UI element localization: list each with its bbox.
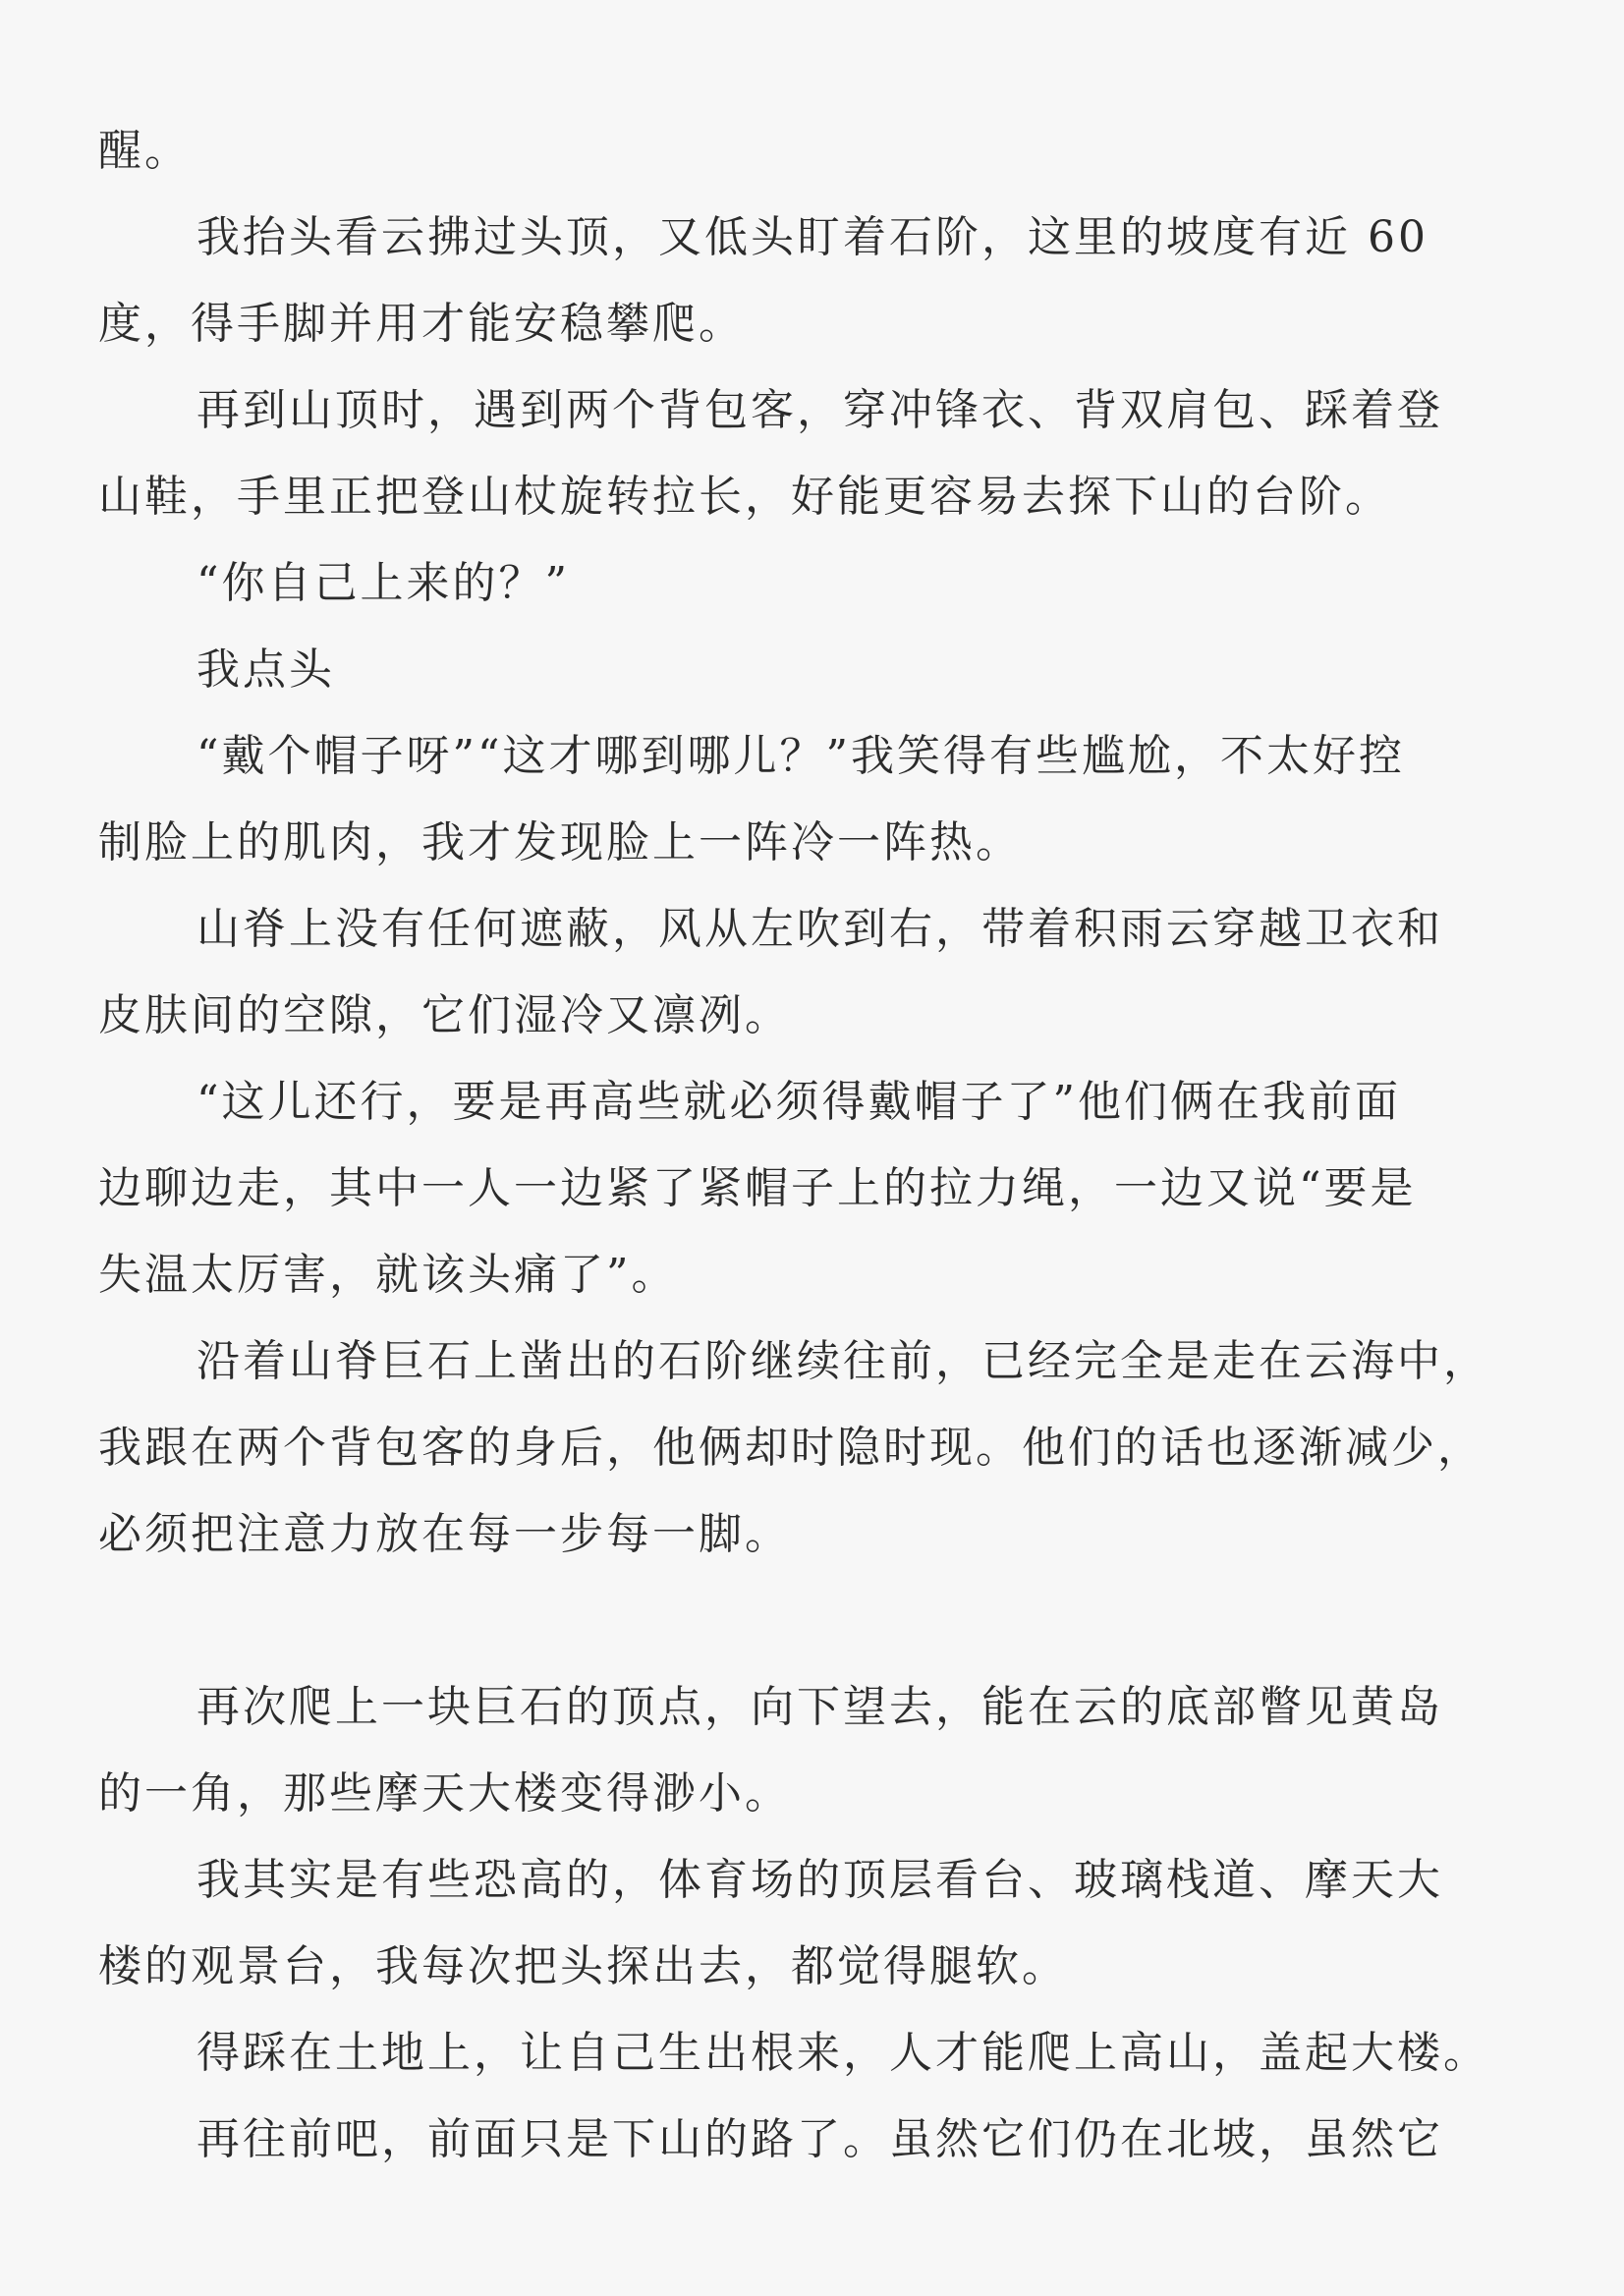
text-line: 边聊边走，其中一人一边紧了紧帽子上的拉力绳，一边又说“要是 (98, 1163, 1417, 1213)
text-line: 再往前吧，前面只是下山的路了。虽然它们仍在北坡，虽然它 (196, 2114, 1443, 2164)
text-line: “戴个帽子呀”“这才哪到哪儿？”我笑得有些尴尬，不太好控 (196, 731, 1405, 781)
text-line: 得踩在土地上，让自己生出根来，人才能爬上高山，盖起大楼。 (196, 2028, 1489, 2078)
text-line: “这儿还行，要是再高些就必须得戴帽子了”他们俩在我前面 (196, 1077, 1401, 1127)
text-line: 度，得手脚并用才能安稳攀爬。 (98, 299, 745, 349)
text-line: 醒。 (98, 126, 191, 176)
text-line: 楼的观景台，我每次把头探出去，都觉得腿软。 (98, 1941, 1068, 1991)
body-text (98, 108, 1533, 2183)
text-line: 的一角，那些摩天大楼变得渺小。 (98, 1768, 791, 1819)
text-line: 山脊上没有任何遮蔽，风从左吹到右，带着积雨云穿越卫衣和 (196, 904, 1443, 954)
text-line: 皮肤间的空隙，它们湿冷又凛冽。 (98, 990, 791, 1040)
text-line: 再次爬上一块巨石的顶点，向下望去，能在云的底部瞥见黄岛 (196, 1682, 1443, 1732)
text-line: 我抬头看云拂过头顶，又低头盯着石阶，这里的坡度有近 60 (196, 212, 1428, 262)
text-line: 我跟在两个背包客的身后，他俩却时隐时现。他们的话也逐渐减少， (98, 1423, 1484, 1473)
blank-line (98, 1578, 1533, 1664)
text-line: “你自己上来的？” (196, 558, 570, 608)
text-line: 山鞋，手里正把登山杖旋转拉长，好能更容易去探下山的台阶。 (98, 472, 1391, 522)
text-line: 我其实是有些恐高的，体育场的顶层看台、玻璃栈道、摩天大 (196, 1855, 1443, 1905)
text-line: 失温太厉害，就该头痛了”。 (98, 1250, 678, 1300)
text-line: 制脸上的肌肉，我才发现脸上一阵冷一阵热。 (98, 817, 1022, 868)
text-line: 我点头 (196, 644, 335, 695)
text-line: 再到山顶时，遇到两个背包客，穿冲锋衣、背双肩包、踩着登 (196, 385, 1443, 435)
text-line: 必须把注意力放在每一步每一脚。 (98, 1509, 791, 1559)
text-line: 沿着山脊巨石上凿出的石阶继续往前，已经完全是走在云海中， (196, 1336, 1489, 1386)
